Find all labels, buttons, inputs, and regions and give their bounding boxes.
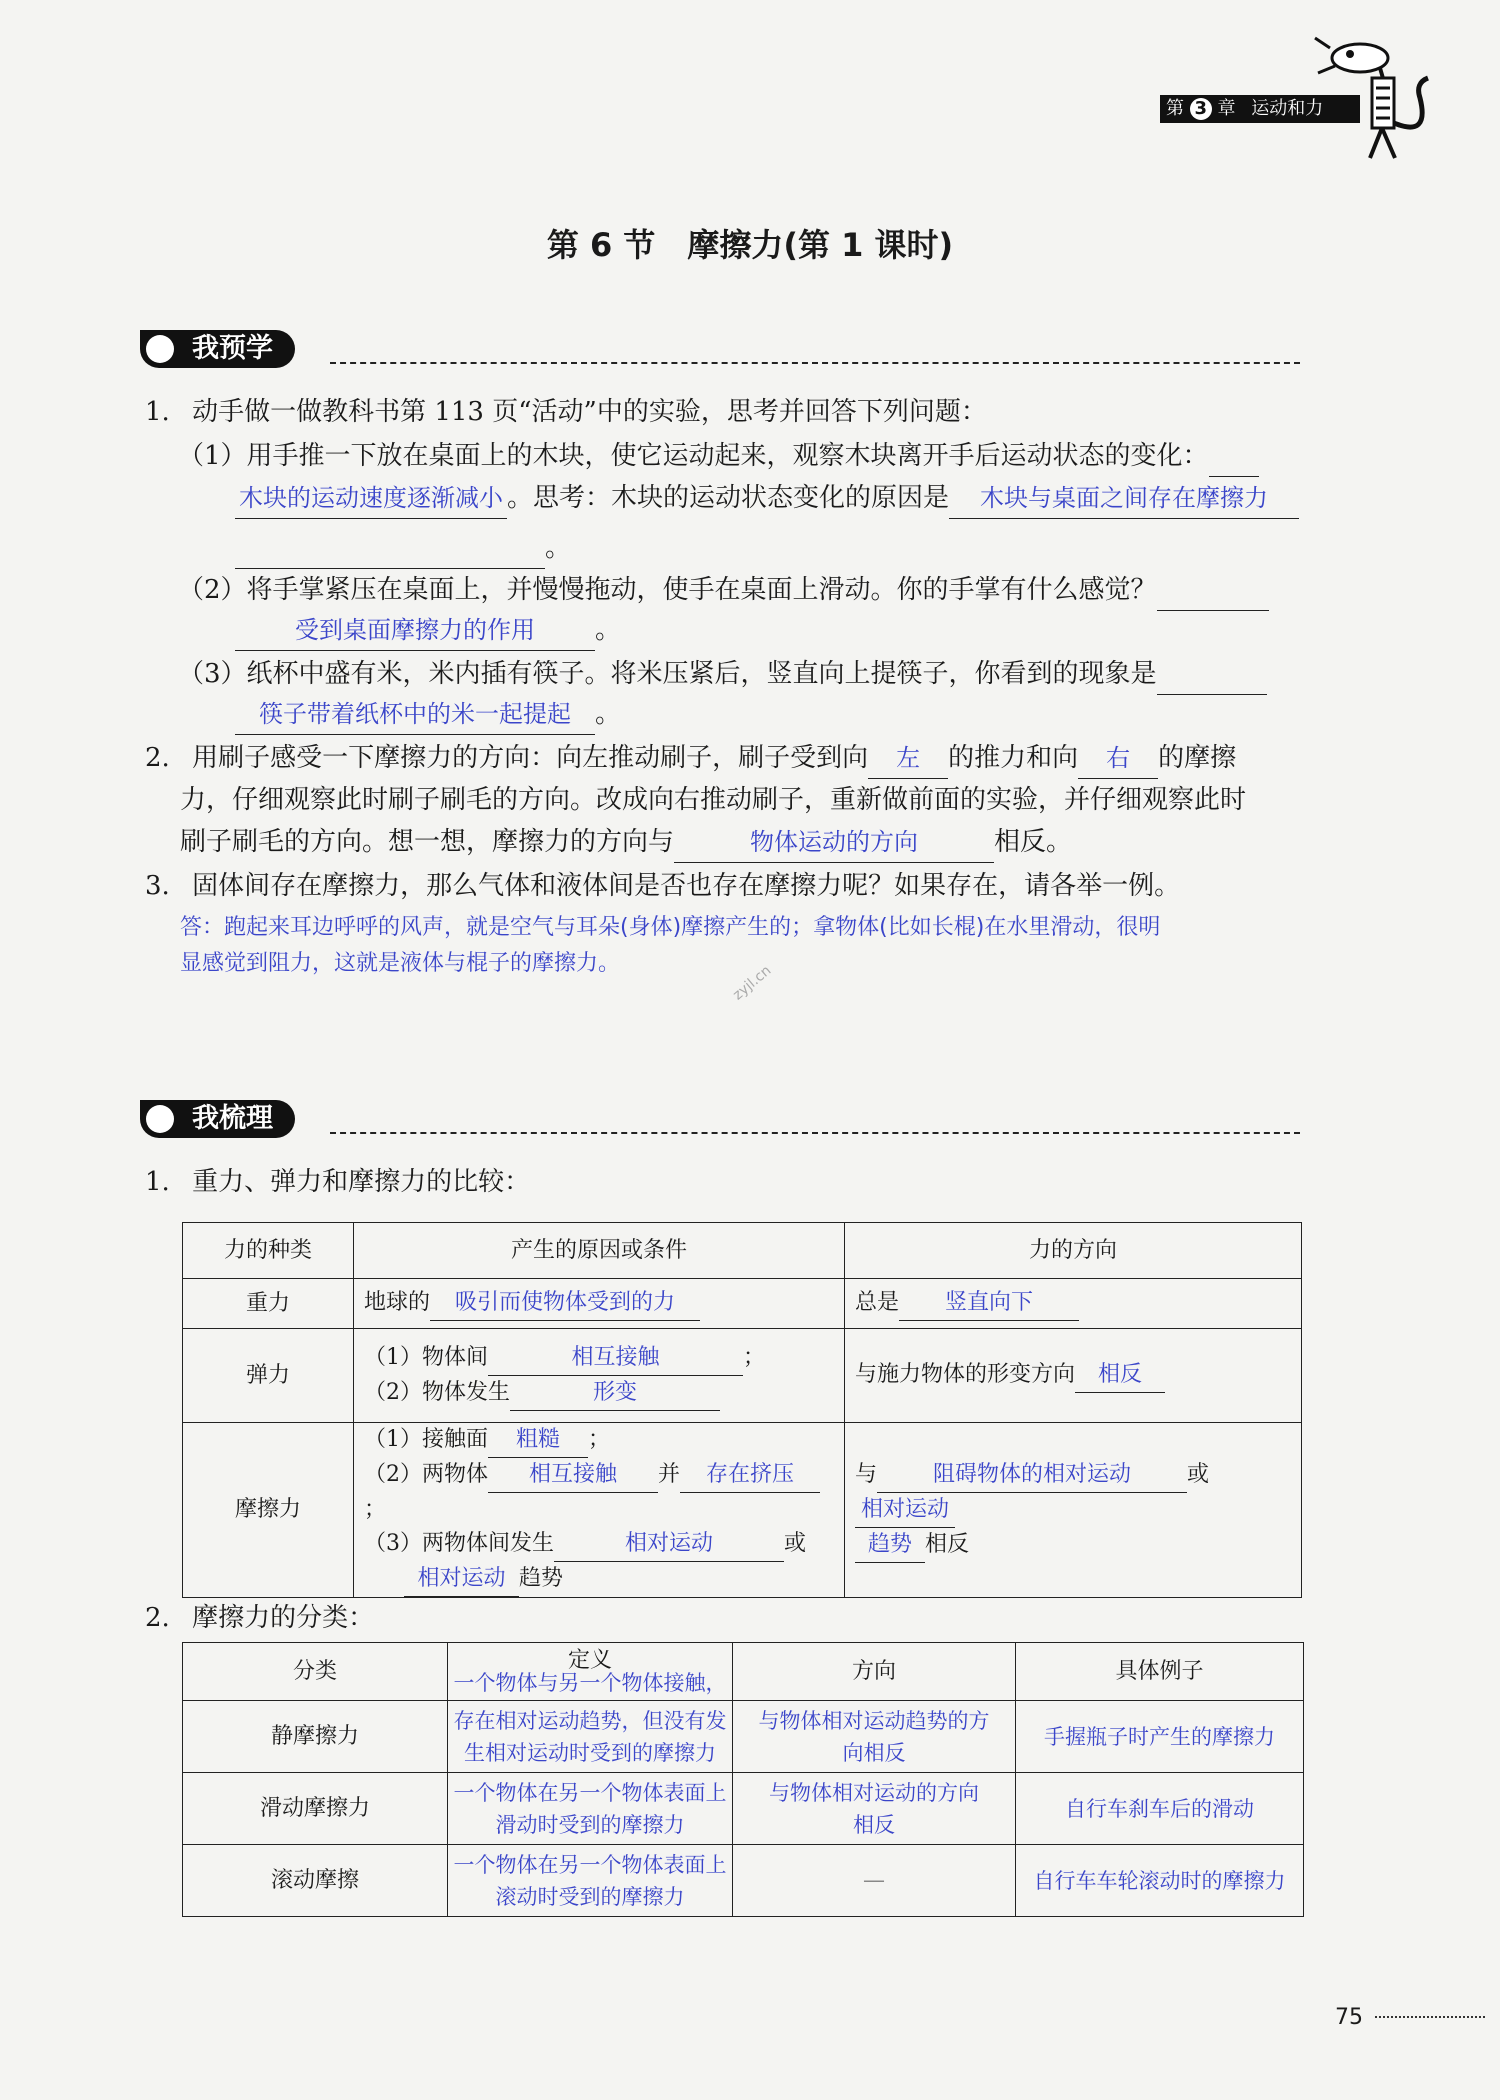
answer-blank: 存在挤压 — [680, 1458, 820, 1493]
row-name: 滚动摩擦 — [183, 1845, 448, 1917]
row-example: 手握瓶子时产生的摩擦力 — [1016, 1701, 1304, 1773]
cell-text: 或 — [1187, 1461, 1210, 1487]
elastic-condition — [354, 1329, 845, 1423]
table-header: 力的种类 — [183, 1223, 354, 1279]
cell-text: 地球的 — [364, 1290, 431, 1315]
q1-stem — [145, 392, 987, 432]
answer-blank — [235, 528, 545, 569]
section-divider — [330, 1132, 1300, 1134]
answer-blank: 相互接触 — [488, 1341, 743, 1376]
chapter-prefix: 第 — [1166, 98, 1184, 119]
cell-text: （3）两物体间发生 — [364, 1531, 554, 1556]
cell-text: ； — [588, 1427, 611, 1452]
q1-part1-line3 — [235, 528, 571, 569]
table-row — [183, 1773, 1304, 1845]
row-name: 弹力 — [183, 1329, 354, 1423]
answer-blank: 右 — [1078, 738, 1158, 779]
gravity-condition — [354, 1279, 845, 1329]
q1-part1 — [178, 436, 1259, 477]
page-number: 75 — [1335, 2005, 1363, 2030]
row-definition: 存在相对运动趋势，但没有发生相对运动时受到的摩擦力 — [448, 1701, 733, 1773]
table-header: 力的方向 — [845, 1223, 1302, 1279]
table-header: 分类 — [183, 1643, 448, 1701]
cell-text: 趋势 — [519, 1566, 564, 1591]
q3-number: 3. — [145, 871, 170, 901]
cell-text: ； — [364, 1497, 387, 1522]
cell-text: 与 — [855, 1461, 878, 1487]
cell-text: （2）物体发生 — [364, 1379, 510, 1405]
chapter-number: 3 — [1190, 98, 1212, 120]
table-header: 具体例子 — [1016, 1643, 1304, 1701]
answer-blank: 趋势 — [855, 1528, 925, 1563]
q1-part2 — [178, 570, 1269, 611]
review-icon — [146, 1105, 174, 1133]
answer-blank: 形变 — [510, 1376, 720, 1411]
cell-text: 并 — [658, 1462, 681, 1487]
gravity-direction — [845, 1279, 1302, 1329]
friction-classification-table — [182, 1642, 1304, 1917]
q3-stem-text: 固体间存在摩擦力，那么气体和液体间是否也存在摩擦力呢？如果存在，请各举一例。 — [192, 871, 1181, 901]
q3-stem — [145, 866, 1180, 906]
answer-blank: 木块与桌面之间存在摩擦力 — [949, 478, 1299, 519]
table-row — [183, 1279, 1302, 1329]
table-row — [183, 1423, 1302, 1598]
q1-part1-line2 — [235, 478, 1299, 519]
header-def-answer: 一个物体与另一个物体接触， — [453, 1670, 727, 1695]
answer-blank: 物体运动的方向 — [674, 822, 994, 863]
row-definition: 一个物体在另一个物体表面上滚动时受到的摩擦力 — [448, 1845, 733, 1917]
review-q2 — [145, 1598, 374, 1638]
cell-text: （1）物体间 — [364, 1344, 488, 1370]
period: 。 — [595, 699, 622, 729]
answer-blank: 受到桌面摩擦力的作用 — [235, 610, 595, 651]
q1-part3 — [178, 654, 1267, 695]
q1-part3-text: （3）纸杯中盛有米，米内插有筷子。将米压紧后，竖直向上提筷子，你看到的现象是 — [178, 659, 1157, 689]
row-example: 自行车刹车后的滑动 — [1016, 1773, 1304, 1845]
watermark: zyjl.cn — [730, 962, 775, 1004]
review-q2-stem: 摩擦力的分类： — [192, 1603, 375, 1633]
q2-text-a: 用刷子感受一下摩擦力的方向：向左推动刷子，刷子受到向 — [192, 743, 869, 773]
table-row — [183, 1845, 1304, 1917]
elastic-direction — [845, 1329, 1302, 1423]
tiger-mascot-icon — [1310, 28, 1440, 168]
answer-blank: 筷子带着纸杯中的米一起提起 — [235, 694, 595, 735]
section-preview-title: 我预学 — [192, 333, 273, 364]
cell-text: 相反 — [925, 1531, 970, 1557]
cell-text: ； — [743, 1344, 766, 1370]
answer-blank: 吸引而使物体受到的力 — [430, 1286, 700, 1321]
row-name: 重力 — [183, 1279, 354, 1329]
q3-answer-line2: 显感觉到阻力，这就是液体与棍子的摩擦力。 — [180, 951, 621, 976]
q1-part3-line2 — [235, 694, 621, 735]
q2-line2: 力，仔细观察此时刷子刷毛的方向。改成向右推动刷子，重新做前面的实验，并仔细观察此时 — [180, 785, 1247, 815]
answer-blank: 相反 — [1075, 1358, 1165, 1393]
row-name: 摩擦力 — [183, 1423, 354, 1598]
table-header: 方向 — [733, 1643, 1016, 1701]
answer-blank: 左 — [868, 738, 948, 779]
review-q1-stem: 重力、弹力和摩擦力的比较： — [192, 1167, 531, 1197]
table-header-def — [448, 1643, 733, 1701]
row-name: 滑动摩擦力 — [183, 1773, 448, 1845]
row-direction: — — [733, 1845, 1016, 1917]
answer-blank: 竖直向下 — [899, 1286, 1079, 1321]
q1-stem-text: 动手做一做教科书第 113 页“活动”中的实验，思考并回答下列问题： — [192, 397, 987, 427]
section-preview-badge — [140, 330, 295, 368]
row-definition: 一个物体在另一个物体表面上滑动时受到的摩擦力 — [448, 1773, 733, 1845]
row-direction: 与物体相对运动趋势的方向相反 — [733, 1701, 1016, 1773]
q2-text-e: 相反。 — [994, 827, 1073, 857]
section-divider — [330, 362, 1300, 364]
q1-part1-text: （1）用手推一下放在桌面上的木块，使它运动起来，观察木块离开手后运动状态的变化： — [178, 441, 1209, 471]
period: 。 — [545, 533, 572, 563]
friction-direction — [845, 1423, 1302, 1598]
answer-blank: 相对运动 — [855, 1493, 955, 1528]
table-row — [183, 1329, 1302, 1423]
row-name: 静摩擦力 — [183, 1701, 448, 1773]
review-q1-number: 1. — [145, 1167, 170, 1197]
cell-text: 或 — [784, 1531, 807, 1556]
q2-line1 — [145, 738, 1236, 779]
q1-part2-line2 — [235, 610, 621, 651]
table-row — [183, 1701, 1304, 1773]
q2-text-b: 的推力和向 — [948, 743, 1079, 773]
q1-part2-text: （2）将手掌紧压在桌面上，并慢慢拖动，使手在桌面上滑动。你的手掌有什么感觉？ — [178, 575, 1157, 605]
page-title: 第 6 节 摩擦力(第 1 课时) — [546, 226, 954, 264]
section-review-badge — [140, 1100, 295, 1138]
q2-number: 2. — [145, 743, 170, 773]
q1-part1-mid: 。思考：木块的运动状态变化的原因是 — [507, 483, 950, 513]
answer-blank: 阻碍物体的相对运动 — [877, 1458, 1187, 1493]
row-direction: 与物体相对运动的方向相反 — [733, 1773, 1016, 1845]
answer-blank: 相互接触 — [488, 1458, 658, 1493]
preview-icon — [146, 335, 174, 363]
answer-blank: 木块的运动速度逐渐减小 — [235, 478, 507, 519]
chapter-title: 运动和力 — [1251, 98, 1324, 119]
period: 。 — [595, 615, 622, 645]
q3-answer-line1: 答：跑起来耳边呼呼的风声，就是空气与耳朵(身体)摩擦产生的；拿物体(比如长棍)在水里滑动，很明 — [180, 915, 1161, 940]
answer-blank — [1209, 436, 1259, 477]
table-header: 产生的原因或条件 — [354, 1223, 845, 1279]
review-q1 — [145, 1162, 530, 1202]
force-comparison-table — [182, 1222, 1302, 1598]
answer-blank: 相对运动 — [554, 1527, 784, 1562]
answer-blank: 相对运动 — [404, 1562, 519, 1597]
q2-text-c: 的摩擦 — [1158, 743, 1237, 773]
section-review-title: 我梳理 — [192, 1103, 273, 1134]
q2-line3 — [180, 822, 1072, 863]
cell-text: （1）接触面 — [364, 1427, 488, 1452]
page-number-arrow-icon — [1375, 2016, 1485, 2018]
review-q2-number: 2. — [145, 1603, 170, 1633]
cell-text: （2）两物体 — [364, 1462, 488, 1487]
friction-condition — [354, 1423, 845, 1598]
row-example: 自行车车轮滚动时的摩擦力 — [1016, 1845, 1304, 1917]
answer-blank: 粗糙 — [488, 1423, 588, 1458]
chapter-suffix: 章 — [1217, 98, 1236, 119]
table-header: 定义 — [567, 1647, 612, 1673]
cell-text: 与施力物体的形变方向 — [855, 1362, 1076, 1387]
q2-text-d: 刷子刷毛的方向。想一想，摩擦力的方向与 — [180, 827, 675, 857]
answer-blank — [1157, 654, 1267, 695]
q1-number: 1. — [145, 397, 170, 427]
answer-blank — [1157, 570, 1269, 611]
cell-text: 总是 — [855, 1290, 900, 1315]
